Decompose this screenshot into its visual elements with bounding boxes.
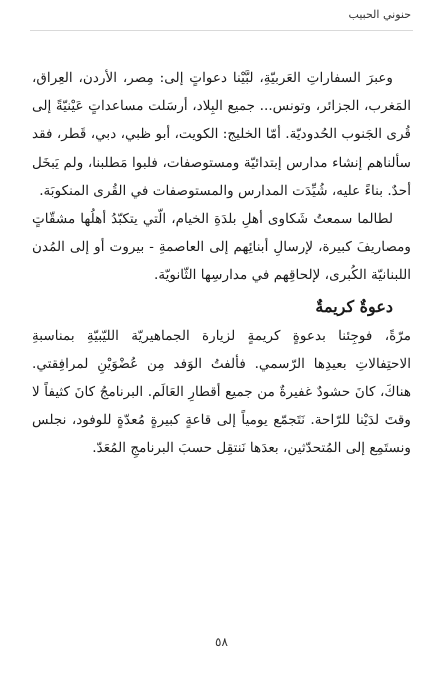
paragraph-khiam: لطالما سمعتُ شَكاوى أهلِ بلدَةِ الخيام، الّتي يتكبّدُ أهلُها مشقّاتٍ ومصاريفَ كبيرة، لإرسالِ أبنائِهم إلى العاصمةِ - بيروت أو إلى المُدن اللبنانيّة الكُبرى، لإلحاقِهم في مدارسِها الثّانويّة. — [32, 211, 411, 284]
paragraph-embassies: وعبرَ السفاراتِ العَربيّةِ، لبَّيْنا دعواتٍ إلى: مِصر، الأردن، العِراق، المَغرب، الجزائر، وتونس... جميع البِلاد، أرسَلت مساعداتٍ عَيْنيّةً إلى قُرى الجَنوب الحُدوديّة. أمّا الخليج: الكويت، أبو ظبي، دبي، قَطر، فقد سألناهم إنشاء مدارس إبتدائيّة ومستوصفات، فلبوا مَطلبنا، ولم يَبخَل أحدٌ. بناءً عليه، شُيِّدَت المدارس والمستوصفات في القُرى المنكوبَة. — [32, 70, 411, 199]
page-number: ٥٨ — [215, 635, 228, 649]
section-heading: دعوةٌ كريمةٌ — [315, 296, 393, 316]
header-divider — [30, 30, 413, 31]
running-header: حنوني الحبيب — [348, 8, 411, 21]
page-body — [32, 64, 411, 463]
paragraph-invitation: مرّةً، فوجِئنا بدعوةٍ كريمةٍ لزيارة الجماهيريّة الليّبيّةِ بمناسبةِ الاحتِفالاتِ بعيدِها الرّسمي. فألفتُ الوَفد مِن عُضْوَيْنِ لمرافِقتي. هناكَ، كانَ حشودٌ غفيرةٌ من جميع أقطارِ العَالَم. البرنامجُ كانَ كثيفاً لا وقتَ لدَيْنا للرّاحة. نَتَجمّع يومياً إلى قاعةٍ كبيرةٍ مُعدّةٍ للوفود، نجلس ونستَمِع إلى المُتحدّثين، بعدَها نَنتقِل حسبَ البرنامجِ المُعَدّ. — [32, 327, 411, 457]
